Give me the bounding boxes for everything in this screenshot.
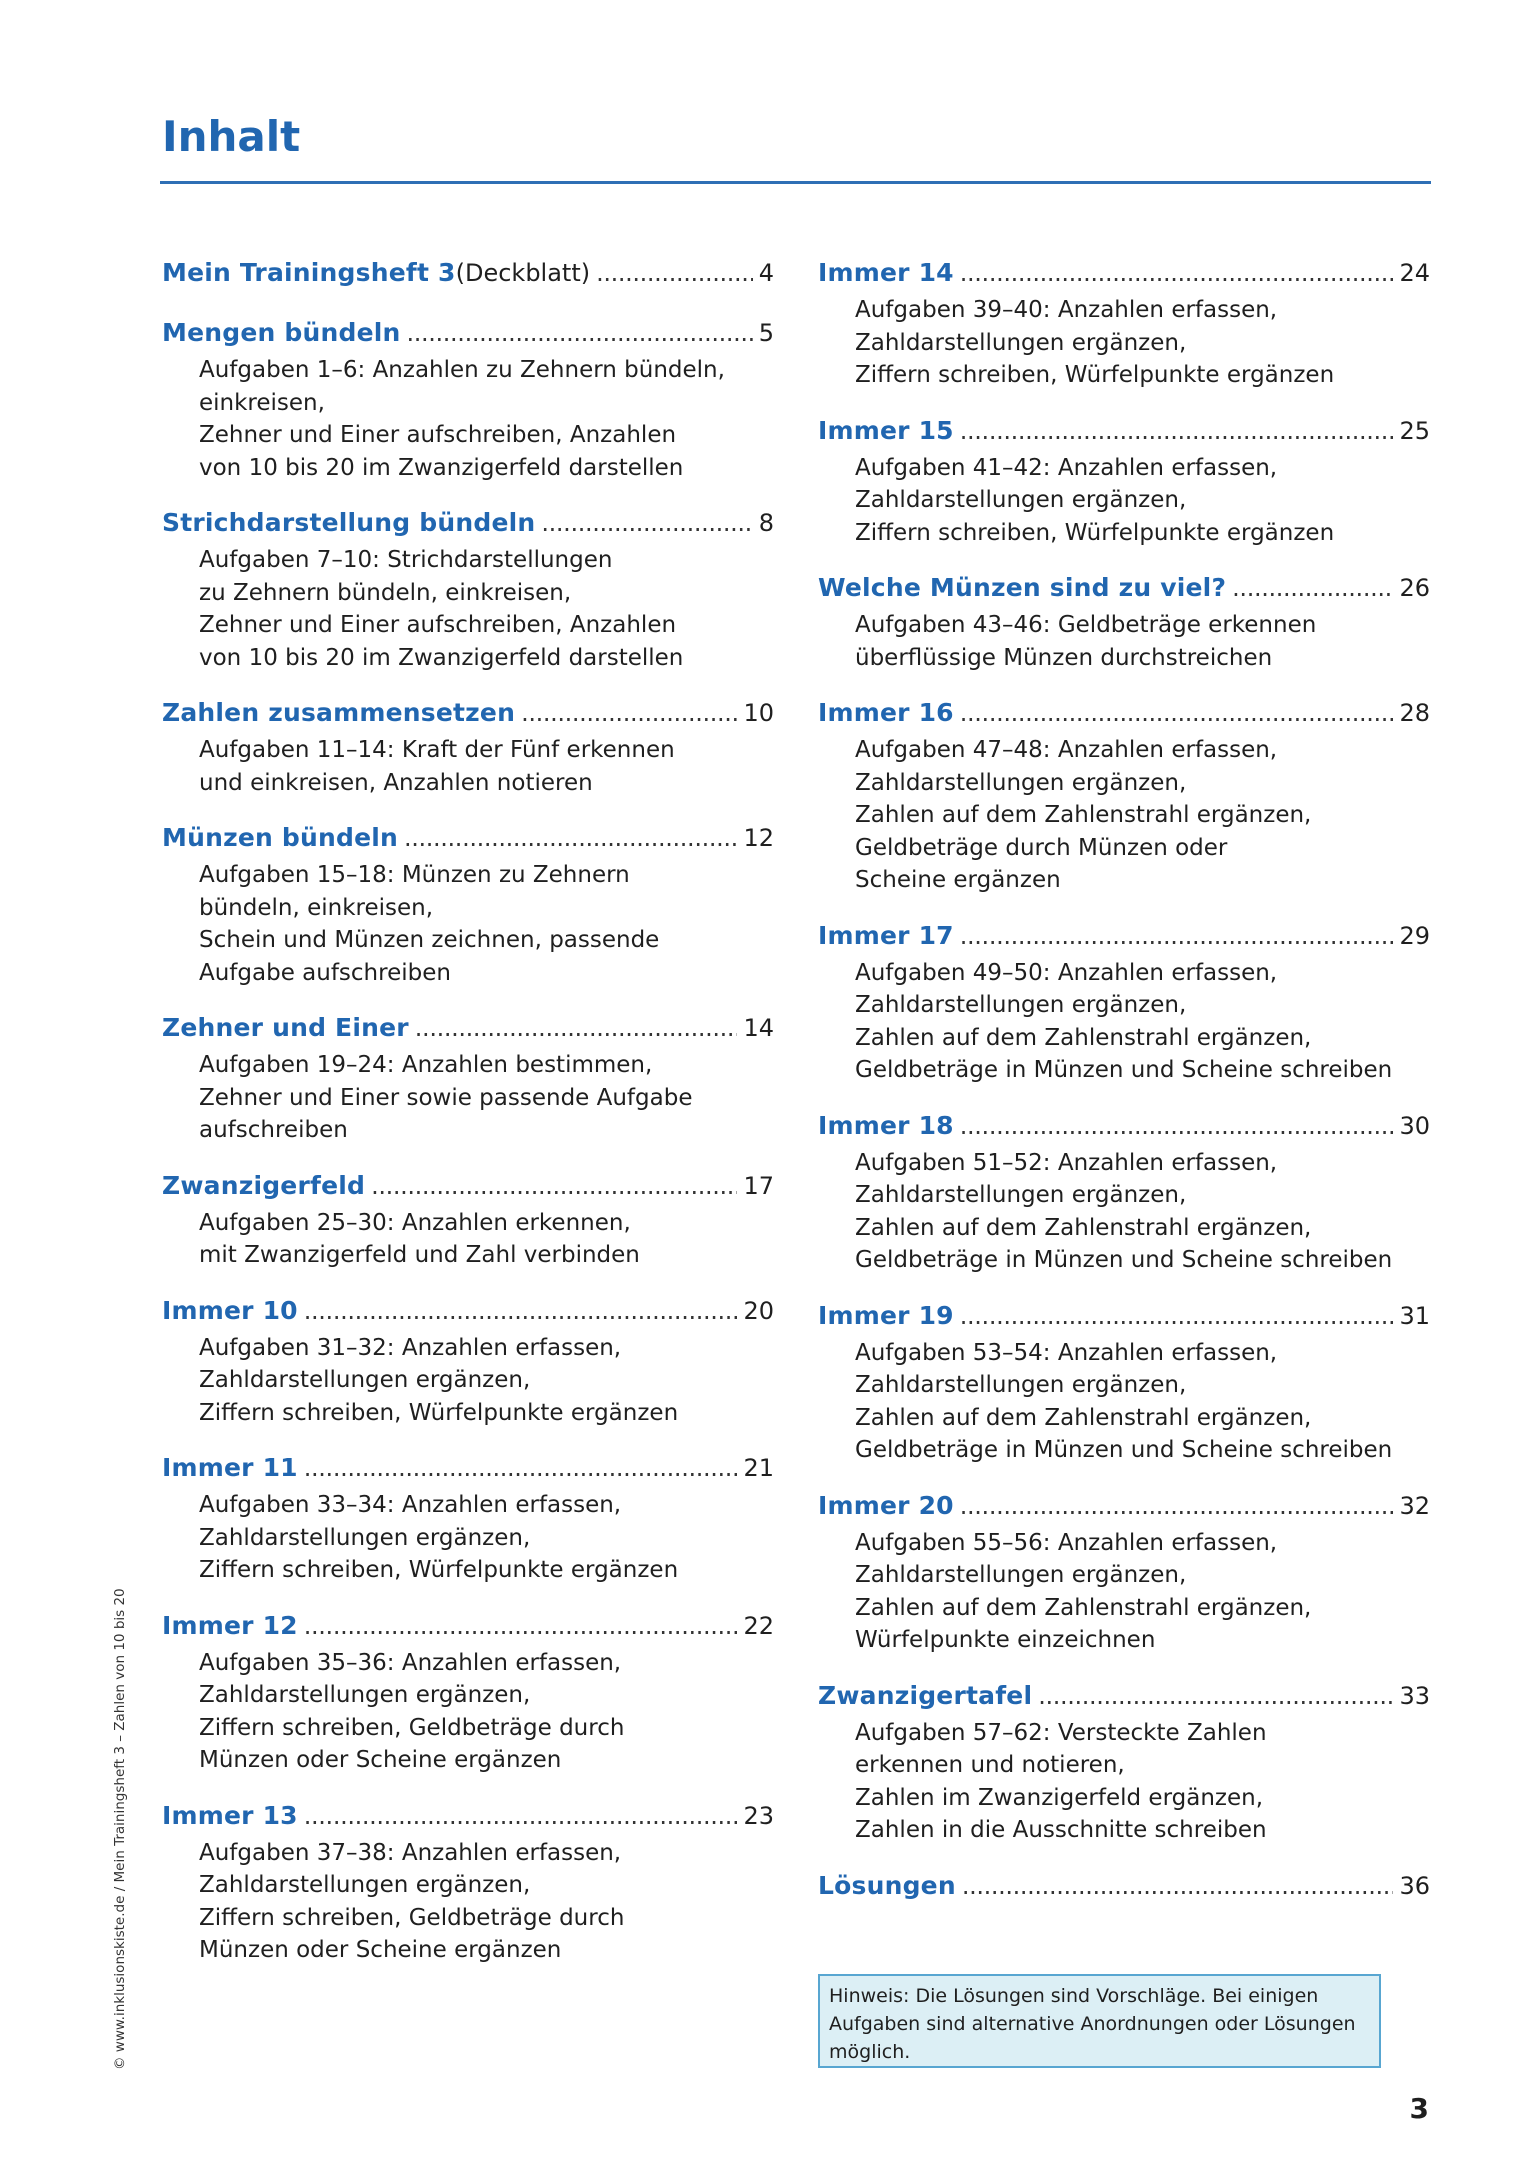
description-line: Zahldarstellungen ergänzen, [855, 329, 1187, 356]
toc-page-number: 10 [743, 699, 774, 727]
toc-entry-title: Immer 16 [818, 698, 954, 727]
toc-page-number: 21 [743, 1454, 774, 1482]
toc-entry-description [162, 859, 774, 989]
description-line: Scheine ergänzen [855, 867, 1061, 893]
toc-entry-heading [162, 1605, 774, 1647]
description-line: Aufgaben 19–24: Anzahlen bestimmen, [199, 1052, 653, 1078]
toc-entry-extra: (Deckblatt) [455, 259, 591, 287]
description-line: Ziffern schreiben, Würfelpunkte ergänzen [855, 362, 1335, 388]
toc-entry-heading [162, 502, 774, 544]
description-line: Zahlen auf dem Zahlenstrahl ergänzen, [855, 1024, 1312, 1051]
toc-entry-heading [162, 1165, 774, 1207]
toc-entry [818, 410, 1430, 550]
toc-entry-heading [818, 1105, 1430, 1147]
toc-entry-description [162, 1837, 774, 1967]
toc-page-number: 5 [758, 319, 774, 347]
toc-entry-title: Mein Trainingsheft 3 [162, 258, 456, 287]
toc-entry-title: Lösungen [818, 1870, 956, 1900]
description-line: mit Zwanzigerfeld und Zahl verbinden [199, 1242, 640, 1268]
description-line: Zahldarstellungen ergänzen, [855, 1562, 1187, 1588]
toc-entry-description [162, 1207, 774, 1272]
description-line: aufschreiben [199, 1117, 348, 1143]
description-line: Ziffern schreiben, Würfelpunkte ergänzen [199, 1557, 679, 1583]
toc-entry-title: Immer 10 [162, 1295, 298, 1325]
toc-entry-title: Zwanzigerfeld [162, 1170, 366, 1200]
description-line: Zehner und Einer aufschreiben, Anzahlen [199, 422, 677, 448]
toc-entry [818, 1485, 1430, 1657]
toc-entry [818, 567, 1430, 674]
toc-entry-heading [818, 692, 1430, 734]
toc-entry-description [162, 1647, 774, 1777]
description-line: Zahldarstellungen ergänzen, [199, 1524, 531, 1551]
toc-entry [162, 1290, 774, 1430]
toc-page-number: 36 [1399, 1871, 1430, 1900]
toc-entry-description [162, 544, 774, 674]
dot-leader [960, 1485, 1394, 1527]
toc-page-number: 25 [1399, 416, 1430, 445]
dot-leader [371, 1165, 737, 1207]
description-line: Zahldarstellungen ergänzen, [199, 1367, 531, 1393]
toc-entry-description [818, 1527, 1430, 1657]
toc-entry-description [818, 957, 1430, 1087]
toc-entry-description [818, 734, 1430, 897]
toc-entry-title: Strichdarstellung bündeln [162, 508, 536, 537]
description-line: Aufgaben 41–42: Anzahlen erfassen, [855, 454, 1278, 481]
description-line: Münzen oder Scheine ergänzen [199, 1747, 562, 1773]
toc-entry [162, 312, 774, 484]
toc-entry-description [162, 354, 774, 484]
toc-entry-heading [818, 252, 1430, 294]
toc-entry-description [818, 1147, 1430, 1277]
description-line: Zahldarstellungen ergänzen, [199, 1872, 531, 1898]
dot-leader [415, 1007, 738, 1049]
description-line: Zahldarstellungen ergänzen, [855, 1372, 1187, 1398]
toc-entry [162, 1795, 774, 1967]
copyright-sidebar: © www.inklusionskiste.de / Mein Trainingsheft 3 – Zahlen von 10 bis 20 [112, 1588, 128, 2070]
toc-entry-description [818, 609, 1430, 674]
dot-leader [960, 915, 1394, 957]
toc-entry-title: Immer 19 [818, 1300, 954, 1330]
toc-entry [818, 1105, 1430, 1277]
description-line: Münzen oder Scheine ergänzen [199, 1937, 562, 1963]
toc-column-right [818, 252, 1430, 1907]
description-line: Zahldarstellungen ergänzen, [855, 487, 1187, 513]
toc-page-number: 4 [758, 259, 774, 287]
toc-entry-title: Immer 11 [162, 1453, 298, 1482]
toc-entry-heading [818, 915, 1430, 957]
description-line: Schein und Münzen zeichnen, passende [199, 927, 660, 953]
description-line: Aufgaben 31–32: Anzahlen erfassen, [199, 1334, 622, 1361]
toc-entry-heading [162, 1447, 774, 1489]
dot-leader [304, 1605, 738, 1647]
description-line: Aufgaben 47–48: Anzahlen erfassen, [855, 737, 1278, 763]
toc-column-left [162, 252, 774, 1967]
toc-page-number: 28 [1399, 699, 1430, 727]
description-line: Geldbeträge durch Münzen oder [855, 834, 1228, 861]
toc-entry-heading [818, 1295, 1430, 1337]
description-line: bündeln, einkreisen, [199, 894, 434, 921]
dot-leader [404, 817, 737, 859]
toc-entry-description [818, 294, 1430, 392]
dot-leader [960, 410, 1394, 452]
description-line: erkennen und notieren, [855, 1752, 1125, 1778]
description-line: Aufgaben 51–52: Anzahlen erfassen, [855, 1149, 1278, 1176]
description-line: Geldbeträge in Münzen und Scheine schreiben [855, 1247, 1393, 1273]
description-line: Ziffern schreiben, Geldbeträge durch [199, 1714, 625, 1741]
toc-page-number: 22 [743, 1611, 774, 1640]
toc-entry [162, 1007, 774, 1147]
dot-leader [960, 692, 1394, 734]
dot-leader [304, 1290, 738, 1332]
toc-page-number: 8 [758, 509, 774, 537]
toc-entry-heading [818, 1675, 1430, 1717]
toc-page-number: 14 [743, 1014, 774, 1042]
description-line: Aufgaben 35–36: Anzahlen erfassen, [199, 1649, 622, 1676]
description-line: Ziffern schreiben, Würfelpunkte ergänzen [199, 1399, 679, 1426]
toc-page-number: 12 [743, 824, 774, 852]
toc-entry-title: Immer 15 [818, 415, 954, 445]
toc-page-number: 24 [1399, 259, 1430, 287]
toc-entry [818, 252, 1430, 392]
toc-entry-title: Immer 13 [162, 1800, 298, 1830]
toc-entry-title: Immer 12 [162, 1610, 298, 1640]
description-line: Aufgaben 11–14: Kraft der Fünf erkennen [199, 737, 675, 763]
description-line: Aufgaben 49–50: Anzahlen erfassen, [855, 959, 1278, 986]
description-line: Zahlen auf dem Zahlenstrahl ergänzen, [855, 1404, 1312, 1431]
description-line: Zahldarstellungen ergänzen, [855, 769, 1187, 796]
description-line: Zahlen in die Ausschnitte schreiben [855, 1817, 1267, 1843]
description-line: Zehner und Einer sowie passende Aufgabe [199, 1084, 693, 1111]
toc-page-number: 32 [1399, 1491, 1430, 1520]
toc-entry [818, 692, 1430, 897]
description-line: Ziffern schreiben, Würfelpunkte ergänzen [855, 519, 1335, 546]
description-line: Zahldarstellungen ergänzen, [855, 992, 1187, 1018]
description-line: von 10 bis 20 im Zwanzigerfeld darstellen [199, 454, 684, 481]
description-line: Aufgaben 33–34: Anzahlen erfassen, [199, 1492, 622, 1518]
toc-entry-description [818, 1337, 1430, 1467]
toc-entry-heading [162, 692, 774, 734]
toc-entry-title: Zehner und Einer [162, 1013, 409, 1042]
toc-entry-description [818, 1717, 1430, 1847]
toc-entry-title: Immer 17 [818, 920, 954, 950]
description-line: Aufgaben 39–40: Anzahlen erfassen, [855, 297, 1278, 323]
title-divider [160, 181, 1431, 184]
toc-entry-heading [818, 1865, 1430, 1907]
toc-entry-description [162, 1489, 774, 1587]
toc-entry-title: Immer 18 [818, 1110, 954, 1140]
toc-entry-heading [162, 1290, 774, 1332]
description-line: Zahldarstellungen ergänzen, [855, 1182, 1187, 1208]
dot-leader [1232, 567, 1393, 609]
description-line: Aufgaben 1–6: Anzahlen zu Zehnern bündeln, [199, 357, 725, 383]
toc-page-number: 23 [743, 1801, 774, 1830]
description-line: Zahldarstellungen ergänzen, [199, 1682, 531, 1708]
description-line: Aufgabe aufschreiben [199, 959, 451, 986]
toc-entry-heading [162, 1007, 774, 1049]
description-line: Aufgaben 37–38: Anzahlen erfassen, [199, 1839, 622, 1866]
toc-page-number: 31 [1399, 1301, 1430, 1330]
dot-leader [596, 252, 753, 294]
toc-entry [162, 692, 774, 799]
dot-leader [960, 1295, 1394, 1337]
hint-box: Hinweis: Die Lösungen sind Vorschläge. Bei einigen Aufgaben sind alternative Anordnungen oder Lösungen möglich. [818, 1974, 1381, 2068]
dot-leader [521, 692, 737, 734]
description-line: Aufgaben 7–10: Strichdarstellungen [199, 547, 613, 573]
dot-leader [960, 252, 1394, 294]
toc-page-number: 20 [743, 1296, 774, 1325]
toc-entry-description [818, 452, 1430, 550]
toc-entry-heading [818, 567, 1430, 609]
toc-entry-title: Mengen bündeln [162, 318, 401, 347]
description-line: Aufgaben 15–18: Münzen zu Zehnern [199, 862, 630, 888]
toc-entry-title: Zwanzigertafel [818, 1680, 1033, 1710]
toc-page-number: 33 [1399, 1681, 1430, 1710]
toc-page-number: 26 [1399, 574, 1430, 602]
dot-leader [1038, 1675, 1393, 1717]
description-line: Aufgaben 55–56: Anzahlen erfassen, [855, 1529, 1278, 1556]
toc-entry [818, 1865, 1430, 1907]
description-line: Geldbeträge in Münzen und Scheine schreiben [855, 1057, 1393, 1083]
page-number: 3 [1409, 2092, 1429, 2125]
description-line: einkreisen, [199, 389, 325, 416]
toc-entry [162, 1165, 774, 1272]
toc-entry-description [162, 1049, 774, 1147]
page-title: Inhalt [162, 112, 301, 161]
toc-entry [162, 252, 774, 294]
toc-entry-heading [162, 312, 774, 354]
toc-entry [162, 1605, 774, 1777]
toc-entry [818, 1675, 1430, 1847]
dot-leader [304, 1795, 738, 1837]
toc-page-number: 29 [1399, 921, 1430, 950]
toc-entry-heading [818, 410, 1430, 452]
description-line: Aufgaben 43–46: Geldbeträge erkennen [855, 612, 1317, 638]
toc-entry-title: Welche Münzen sind zu viel? [818, 573, 1227, 602]
description-line: Zahlen auf dem Zahlenstrahl ergänzen, [855, 802, 1312, 828]
toc-entry-heading [162, 1795, 774, 1837]
description-line: Würfelpunkte einzeichnen [855, 1627, 1156, 1653]
description-line: Aufgaben 53–54: Anzahlen erfassen, [855, 1339, 1278, 1366]
toc-entry-description [162, 734, 774, 799]
toc-page-number: 17 [743, 1171, 774, 1200]
dot-leader [541, 502, 752, 544]
toc-entry [162, 1447, 774, 1587]
description-line: Ziffern schreiben, Geldbeträge durch [199, 1904, 625, 1931]
toc-entry [162, 817, 774, 989]
toc-entry-title: Immer 14 [818, 258, 954, 287]
toc-entry-heading [162, 817, 774, 859]
description-line: Zahlen im Zwanzigerfeld ergänzen, [855, 1784, 1264, 1811]
dot-leader [962, 1865, 1394, 1907]
toc-entry-title: Münzen bündeln [162, 823, 398, 852]
toc-entry-description [162, 1332, 774, 1430]
dot-leader [960, 1105, 1394, 1147]
toc-page-number: 30 [1399, 1111, 1430, 1140]
description-line: Zehner und Einer aufschreiben, Anzahlen [199, 612, 677, 638]
description-line: von 10 bis 20 im Zwanzigerfeld darstellen [199, 644, 684, 671]
description-line: Zahlen auf dem Zahlenstrahl ergänzen, [855, 1594, 1312, 1621]
description-line: überflüssige Münzen durchstreichen [855, 644, 1273, 671]
dot-leader [407, 312, 753, 354]
toc-entry [818, 915, 1430, 1087]
description-line: Aufgaben 57–62: Versteckte Zahlen [855, 1719, 1267, 1746]
description-line: Geldbeträge in Münzen und Scheine schreiben [855, 1437, 1393, 1463]
toc-entry-heading [818, 1485, 1430, 1527]
toc-entry [818, 1295, 1430, 1467]
description-line: Zahlen auf dem Zahlenstrahl ergänzen, [855, 1214, 1312, 1241]
description-line: zu Zehnern bündeln, einkreisen, [199, 579, 572, 606]
toc-entry-title: Zahlen zusammensetzen [162, 698, 516, 727]
dot-leader [304, 1447, 738, 1489]
description-line: und einkreisen, Anzahlen notieren [199, 769, 593, 796]
description-line: Aufgaben 25–30: Anzahlen erkennen, [199, 1209, 631, 1236]
toc-entry-title: Immer 20 [818, 1490, 954, 1520]
toc-entry-heading [162, 252, 774, 294]
toc-entry [162, 502, 774, 674]
